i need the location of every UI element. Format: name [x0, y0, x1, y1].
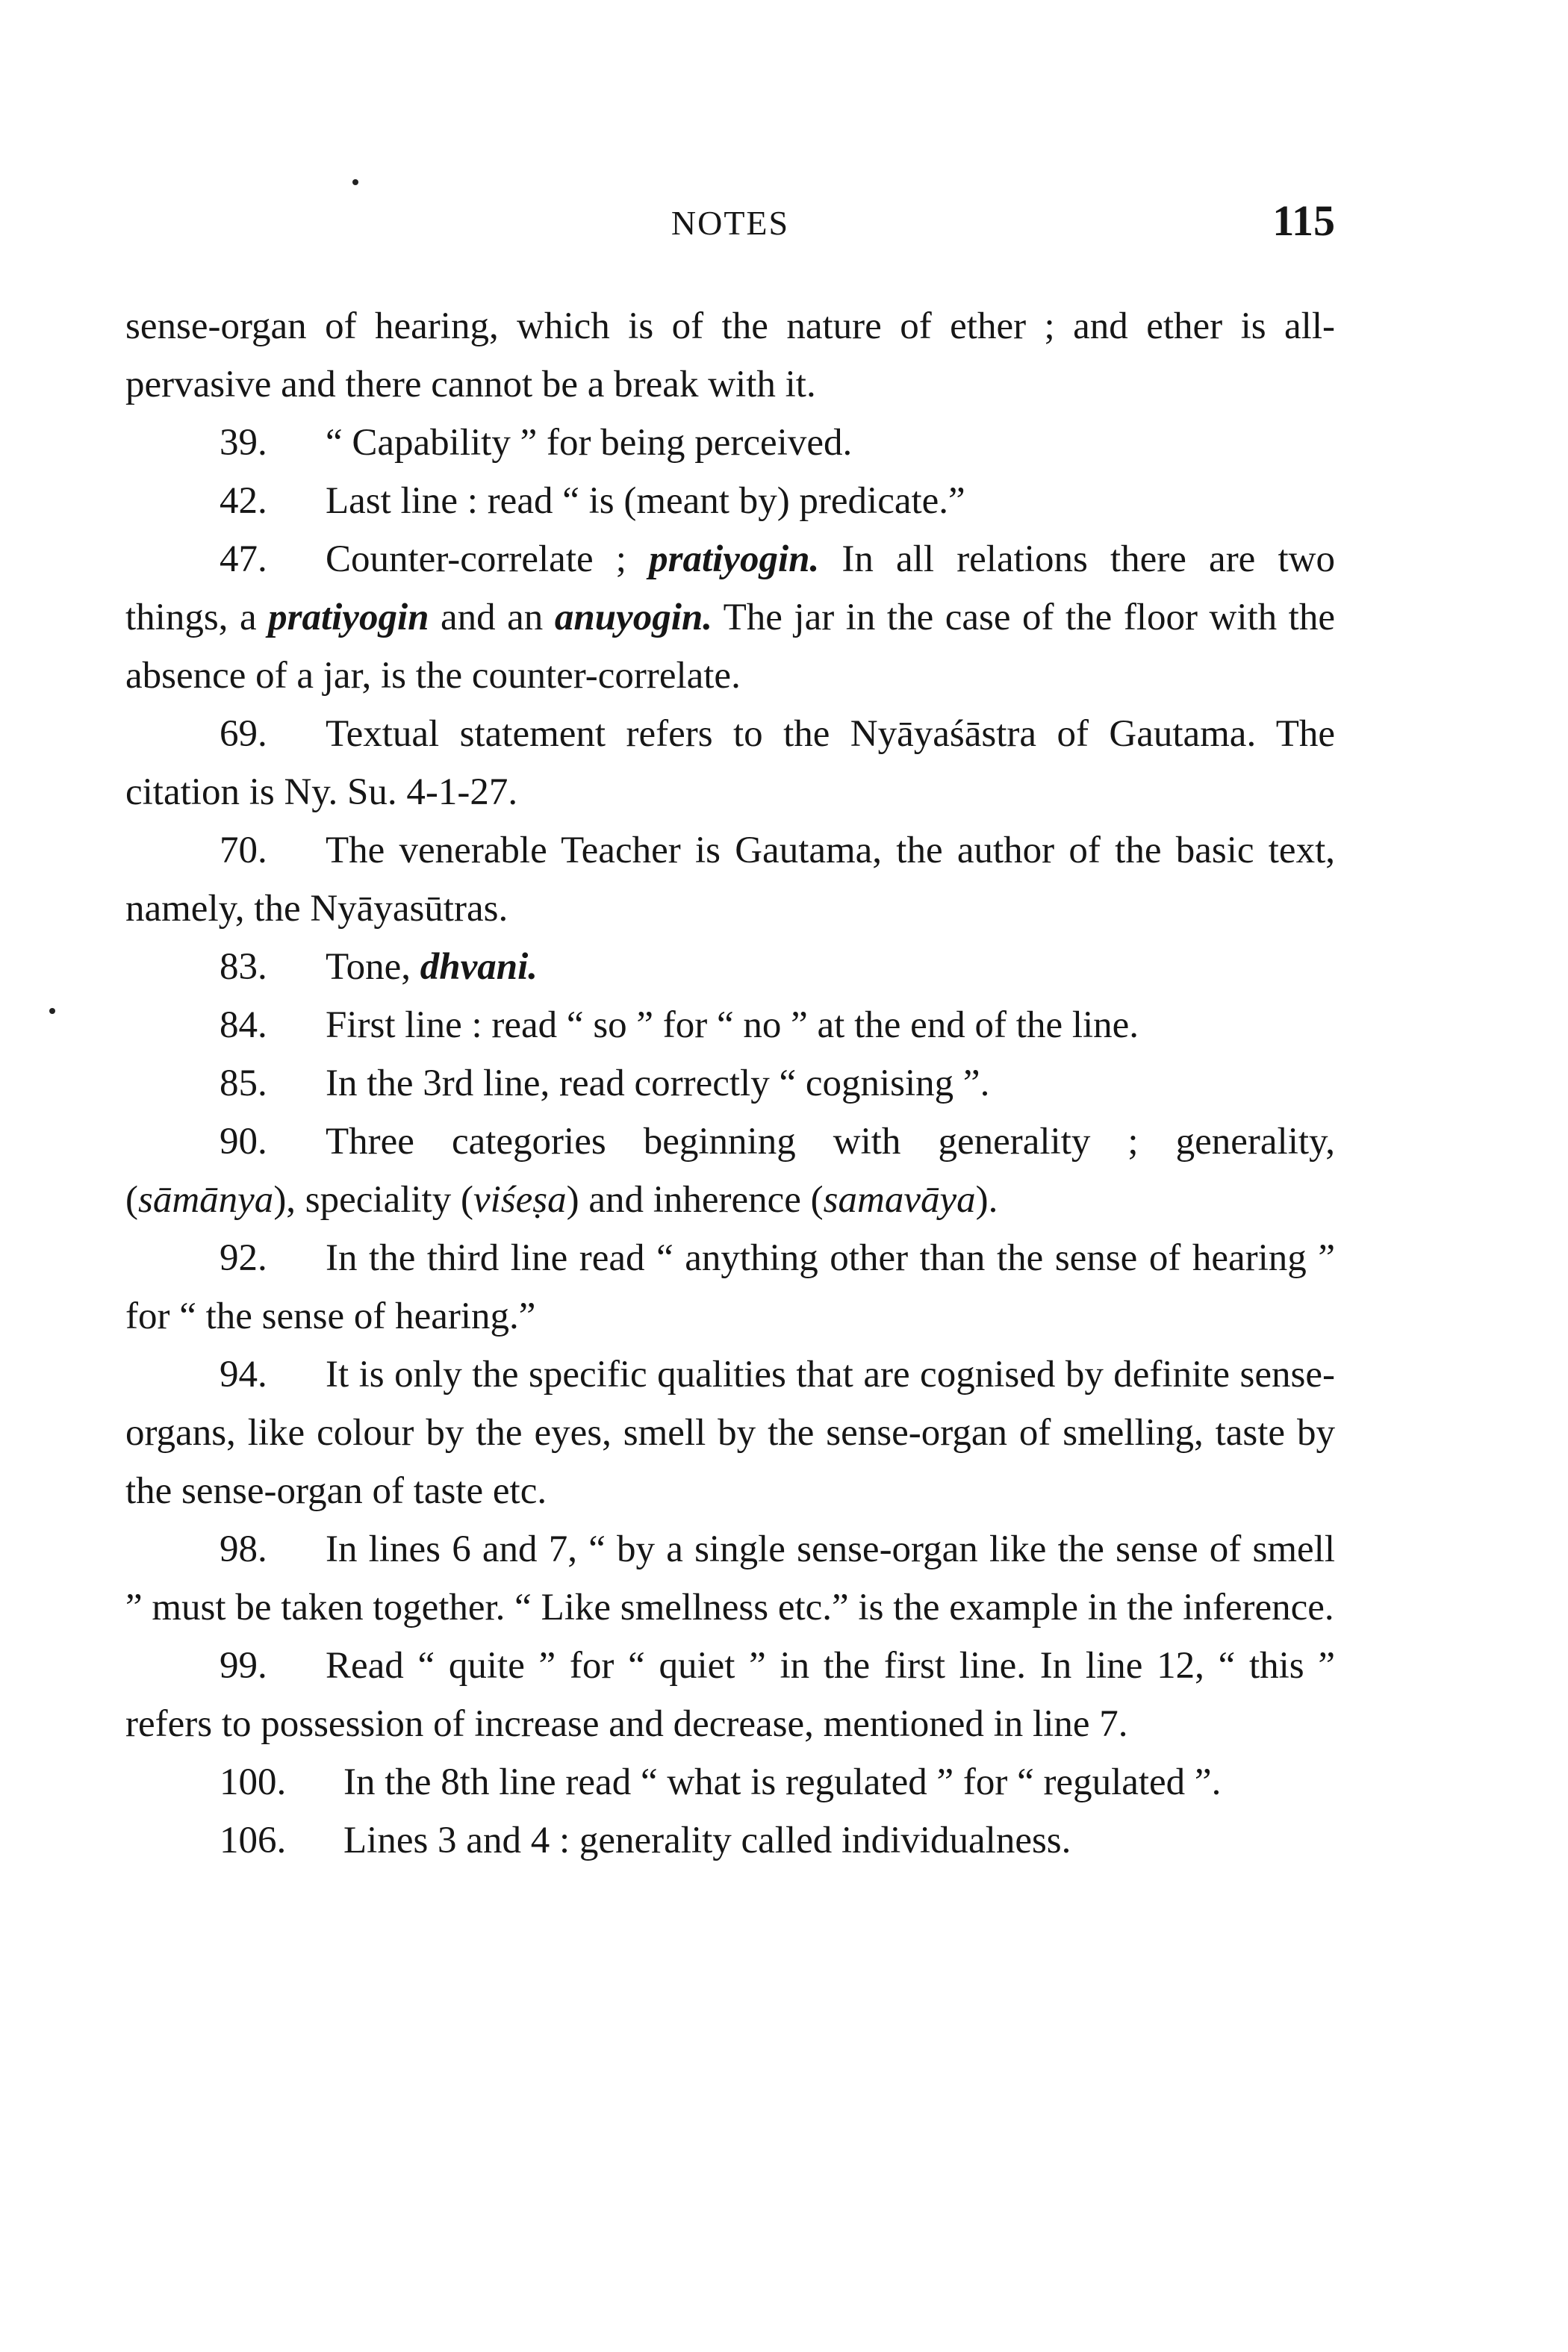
note-text: In the 3rd line, read correctly “ cognising ”. — [326, 1063, 990, 1104]
note-entry — [125, 705, 1335, 821]
note-number: 69. — [220, 713, 267, 755]
note-number: 85. — [220, 1063, 267, 1104]
note-text: In lines 6 and 7, “ by a single sense-organ like the sense of smell ” must be taken together. “ Like smellness etc.” is the example in the inference. — [125, 1528, 1335, 1628]
note-text: ) and inherence ( — [566, 1179, 824, 1221]
running-head — [125, 196, 1335, 255]
note-text: In the 8th line read “ what is regulated ” for “ regulated ”. — [343, 1761, 1222, 1803]
note-entry — [125, 938, 1335, 996]
note-number: 90. — [220, 1121, 267, 1163]
note-term: pratiyogin. — [649, 538, 820, 580]
note-entry — [125, 414, 1335, 472]
note-entry — [125, 1345, 1335, 1520]
note-entry — [125, 1637, 1335, 1753]
note-number: 99. — [220, 1645, 267, 1687]
note-term: pratiyogin — [268, 597, 429, 638]
note-entry — [125, 1520, 1335, 1637]
note-text: In the third line read “ anything other than the sense of hearing ” for “ the sense of hearing.” — [125, 1237, 1335, 1337]
note-text: ), speciality ( — [273, 1179, 473, 1221]
page-number: 115 — [1272, 196, 1335, 245]
note-text: It is only the specific qualities that are cognised by definite sense-organs, like colour by the eyes, smell by the sense-organ of smelling, taste by the sense-organ of taste etc. — [125, 1354, 1335, 1512]
note-entry — [125, 1753, 1335, 1811]
note-number: 70. — [220, 830, 267, 871]
note-text: Textual statement refers to the Nyāyaśāstra of Gautama. The citation is Ny. Su. 4-1-27. — [125, 713, 1335, 813]
note-entry — [125, 821, 1335, 938]
notes-body — [125, 297, 1335, 1870]
note-entry — [125, 530, 1335, 705]
note-number: 39. — [220, 422, 267, 464]
note-text: In all relations there are two things, a — [125, 538, 1335, 638]
note-number: 42. — [220, 480, 267, 522]
note-number: 47. — [220, 538, 267, 580]
note-number: 100. — [220, 1761, 287, 1803]
note-number: 94. — [220, 1354, 267, 1396]
note-number: 92. — [220, 1237, 267, 1279]
note-text: Last line : read “ is (meant by) predicate.” — [326, 480, 965, 522]
note-number: 106. — [220, 1820, 287, 1861]
note-text: First line : read “ so ” for “ no ” at the end of the line. — [326, 1004, 1139, 1046]
note-text: The jar in the case of the floor with the absence of a jar, is the counter-correlate. — [125, 597, 1335, 697]
note-text: and an — [429, 597, 555, 638]
continued-paragraph: sense-organ of hearing, which is of the nature of ether ; and ether is all-pervasive and there cannot be a break with it. — [125, 305, 1335, 405]
note-number: 98. — [220, 1528, 267, 1570]
note-text: Read “ quite ” for “ quiet ” in the first line. In line 12, “ this ” refers to possession of increase and decrease, mentioned in line 7. — [125, 1645, 1335, 1745]
note-term: samavāya — [823, 1179, 976, 1221]
note-entry — [125, 1113, 1335, 1229]
note-entry — [125, 472, 1335, 530]
note-entry — [125, 1811, 1335, 1870]
note-term: sāmānya — [137, 1179, 274, 1221]
note-text: Tone, — [326, 946, 420, 988]
note-term: dhvani. — [420, 946, 538, 988]
note-text: Three categories beginning with generality ; generality, ( — [125, 1121, 1335, 1221]
note-term: viśeṣa — [473, 1179, 567, 1221]
note-text: “ Capability ” for being perceived. — [326, 422, 853, 464]
page-title: NOTES — [671, 204, 790, 242]
note-text: ). — [975, 1179, 998, 1221]
note-entry — [125, 1229, 1335, 1345]
note-entry — [125, 996, 1335, 1054]
note-number: 83. — [220, 946, 267, 988]
note-number: 84. — [220, 1004, 267, 1046]
print-speck — [49, 1008, 55, 1014]
note-term: anuyogin. — [554, 597, 712, 638]
note-entry — [125, 1054, 1335, 1113]
note-text: The venerable Teacher is Gautama, the author of the basic text, namely, the Nyāyasūtras. — [125, 830, 1335, 930]
note-text: Counter-correlate ; — [326, 538, 650, 580]
note-text: Lines 3 and 4 : generality called individualness. — [343, 1820, 1071, 1861]
print-speck — [352, 179, 358, 185]
